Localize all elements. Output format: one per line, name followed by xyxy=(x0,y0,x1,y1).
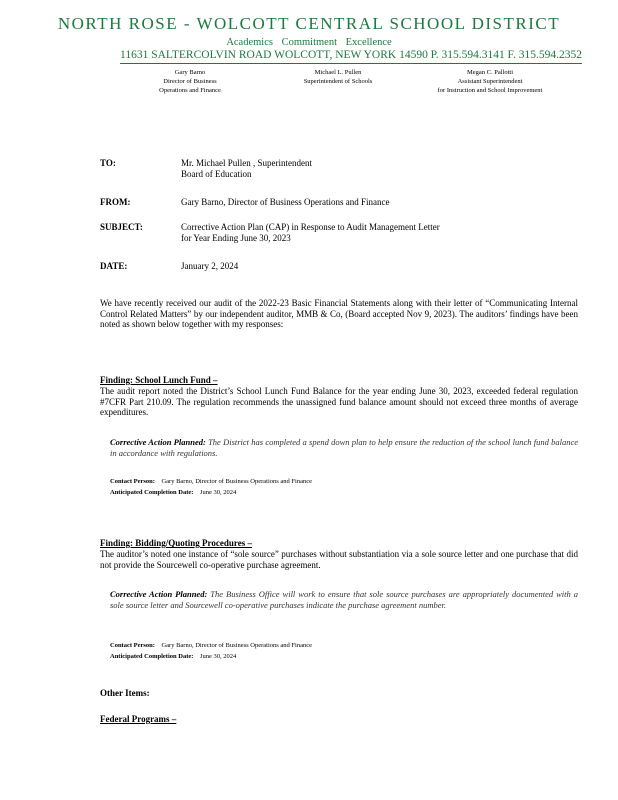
district-address: 11631 SALTERCOLVIN ROAD WOLCOTT, NEW YORK 14590 xyxy=(120,49,428,61)
corrective-action xyxy=(110,589,578,610)
district-motto: Academics Commitment Excellence xyxy=(226,37,392,48)
letterhead-rule xyxy=(120,63,582,64)
from-label: FROM: xyxy=(100,197,131,207)
contact-block: Contact Person: Gary Barno, Director of Business Operations and Finance Anticipated Completion Date: June 30, 2024 xyxy=(110,478,312,496)
subject-label: SUBJECT: xyxy=(100,222,143,232)
federal-programs-heading: Federal Programs – xyxy=(100,714,177,724)
official-superintendent: Michael L. Pullen Superintendent of Schools xyxy=(303,69,373,85)
finding-body: The auditor’s noted one instance of “sole source” purchases without substantiation via a sole source letter and one purchase that did not provide the Sourcewell co-operative purchase agreement. xyxy=(100,549,578,570)
to-value: Mr. Michael Pullen , Superintendent Board of Education xyxy=(181,158,312,179)
subject-value: Corrective Action Plan (CAP) in Response to Audit Management Letter for Year Ending June 30, 2023 xyxy=(181,222,440,243)
district-name: NORTH ROSE - WOLCOTT CENTRAL SCHOOL DISTRICT xyxy=(57,14,561,33)
date-value: January 2, 2024 xyxy=(181,261,239,271)
official-assistant-superintendent: Megan C. Pallotti Assistant Superintendent for Instruction and School Improvement xyxy=(437,69,543,94)
corrective-action xyxy=(110,437,578,458)
date-label: DATE: xyxy=(100,261,128,271)
corrective-action-label: Corrective Action Planned: xyxy=(110,437,206,447)
finding-heading: Finding: Bidding/Quoting Procedures – xyxy=(100,538,252,548)
district-phone: P. 315.594.3141 xyxy=(430,49,505,61)
corrective-action-text: The Business Office will work to ensure that sole source purchases are appropriately documented with a sole source letter and Sourcewell co-operative purchases indicate the purchase agreement number. xyxy=(110,589,578,610)
corrective-action-label: Corrective Action Planned: xyxy=(110,589,208,599)
finding-heading: Finding: School Lunch Fund – xyxy=(100,375,218,385)
contact-block: Contact Person: Gary Barno, Director of Business Operations and Finance Anticipated Completion Date: June 30, 2024 xyxy=(110,642,312,660)
other-items-heading: Other Items: xyxy=(100,688,150,698)
to-label: TO: xyxy=(100,158,116,168)
district-fax: F. 315.594.2352 xyxy=(507,49,582,61)
official-business-director: Gary Barno Director of Business Operations and Finance xyxy=(159,69,221,94)
district-contact-line xyxy=(120,49,582,61)
finding-body: The audit report noted the District’s School Lunch Fund Balance for the year ending June 30, 2023, exceeded federal regulation #7CFR Part 210.09. The regulation recommends the unassigned fund balance amount should not exceed three months of average expenditures. xyxy=(100,386,578,417)
from-value: Gary Barno, Director of Business Operations and Finance xyxy=(181,197,390,207)
intro-paragraph: We have recently received our audit of the 2022-23 Basic Financial Statements along with their letter of “Communicating Internal Control Related Matters” by our independent auditor, MMB & Co, (Board accepted Nov 9, 2023). The auditors’ findings have been noted as shown below together with my responses: xyxy=(100,298,578,329)
corrective-action-text: The District has completed a spend down plan to help ensure the reduction of the school lunch fund balance in accordance with regulations. xyxy=(110,437,579,458)
